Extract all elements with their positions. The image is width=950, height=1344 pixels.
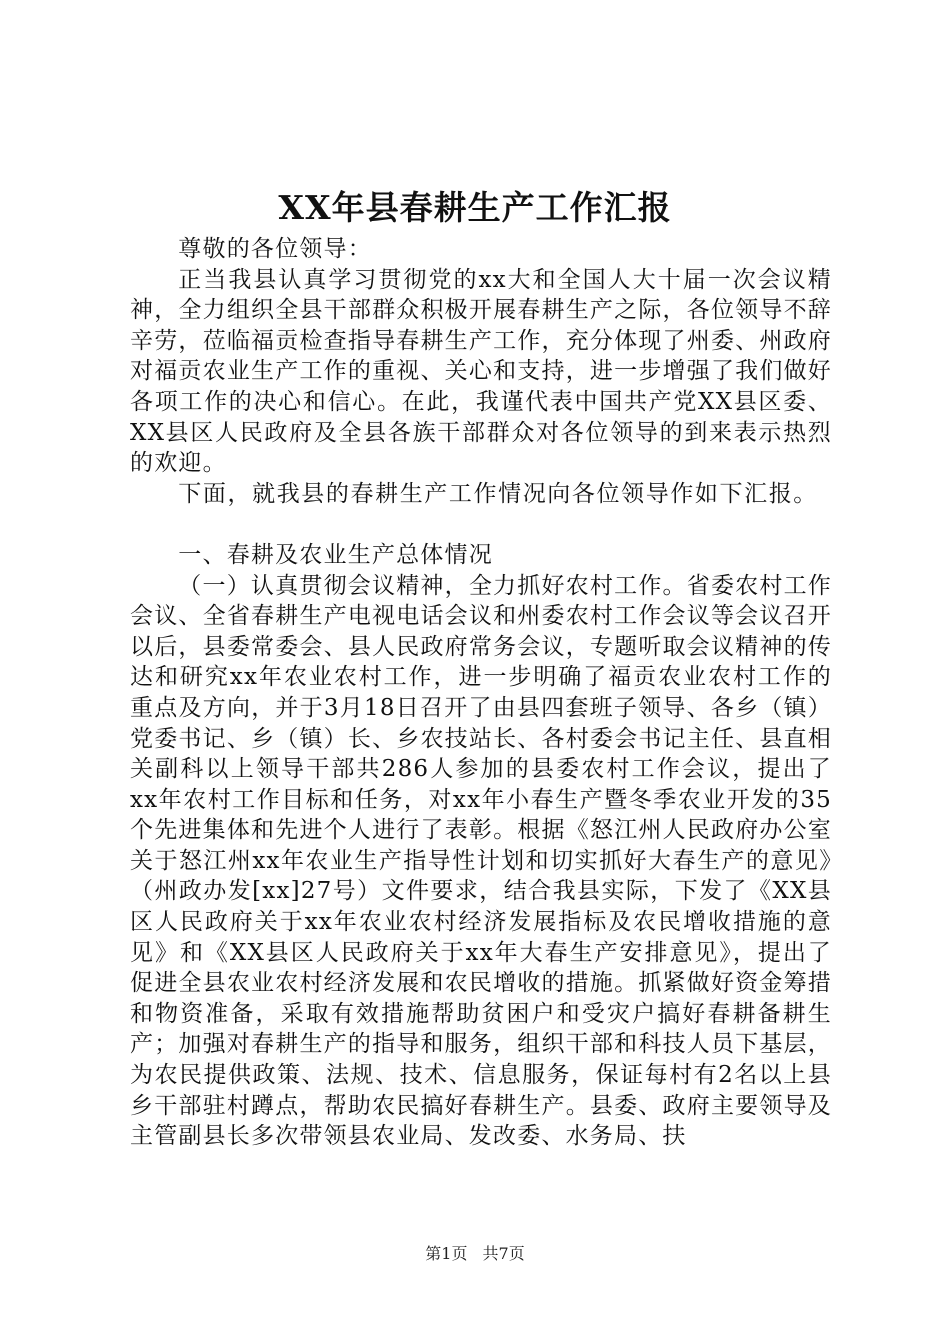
section-one-paragraph: （一）认真贯彻会议精神，全力抓好农村工作。省委农村工作会议、全省春耕生产电视电话会议和州委农村工作会议等会议召开以后，县委常委会、县人民政府常务会议，专题听取会议精神的传达和研究xx年农业农村工作，进一步明确了福贡农业农村工作的重点及方向，并于3月18日召开了由县四套班子领导、各乡（镇）党委书记、乡（镇）长、乡农技站长、各村委会书记主任、县直相关副科以上领导干部共286人参加的县委农村工作会议，提出了xx年农村工作目标和任务，对xx年小春生产暨冬季农业开发的35个先进集体和先进个人进行了表彰。根据《怒江州人民政府办公室关于怒江州xx年农业生产指导性计划和切实抓好大春生产的意见》（州政办发[xx]27号）文件要求，结合我县实际，下发了《XX县区人民政府关于xx年农业农村经济发展指标及农民增收措施的意见》和《XX县区人民政府关于xx年大春生产安排意见》，提出了促进全县农业农村经济发展和农民增收的措施。抓紧做好资金筹措和物资准备，采取有效措施帮助贫困户和受灾户搞好春耕备耕生产；加强对春耕生产的指导和服务，组织干部和科技人员下基层，为农民提供政策、法规、技术、信息服务，保证每村有2名以上县乡干部驻村蹲点，帮助农民搞好春耕生产。县委、政府主要领导及主管副县长多次带领县农业局、发改委、水务局、扶: [130, 572, 832, 1150]
page-number-total: 共7页: [482, 1244, 525, 1263]
document-title: XX年县春耕生产工作汇报: [278, 188, 672, 227]
page-number-current: 第1页: [425, 1244, 468, 1263]
document-body: [130, 234, 832, 1152]
section-heading: 一、春耕及农业生产总体情况: [178, 541, 493, 568]
opening-paragraph: 正当我县认真学习贯彻党的xx大和全国人大十届一次会议精神，全力组织全县干部群众积极开展春耕生产之际，各位领导不辞辛劳，莅临福贡检查指导春耕生产工作，充分体现了州委、州政府对福贡农业生产工作的重视、关心和支持，进一步增强了我们做好各项工作的决心和信心。在此，我谨代表中国共产党XX县区委、XX县区人民政府及全县各族干部群众对各位领导的到来表示热烈的欢迎。: [130, 266, 832, 477]
salutation-paragraph: 尊敬的各位领导：: [178, 236, 372, 262]
blank-line: [130, 509, 832, 540]
page-footer: [0, 1243, 950, 1265]
transition-paragraph: 下面，就我县的春耕生产工作情况向各位领导作如下汇报。: [178, 480, 818, 507]
